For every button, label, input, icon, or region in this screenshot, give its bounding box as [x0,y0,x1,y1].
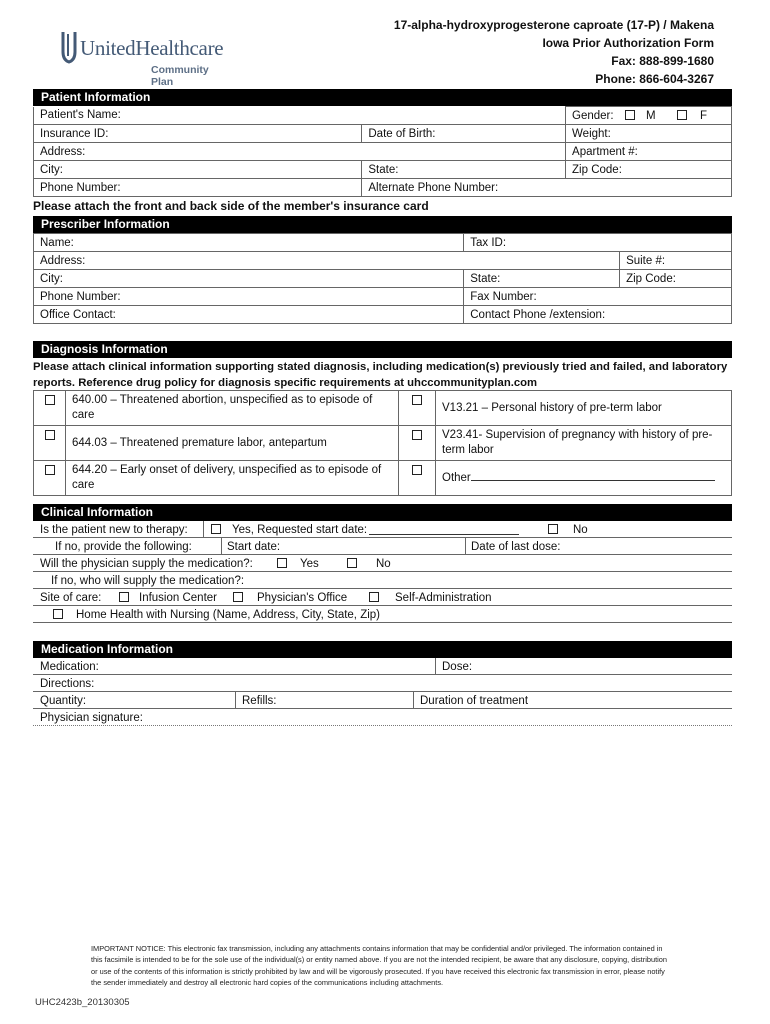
contact-phone-field[interactable]: Contact Phone /extension: [464,306,732,324]
phone-field[interactable]: Phone Number: [34,179,362,197]
supply-no-checkbox[interactable] [347,558,357,568]
last-dose-field[interactable]: Date of last dose: [471,541,561,553]
new-therapy-row [33,521,732,538]
brand-logo [60,26,230,88]
state-field[interactable]: State: [362,161,566,179]
medication-block [33,658,732,726]
apartment-field[interactable]: Apartment #: [566,143,732,161]
start-date-field[interactable]: Start date: [227,541,281,553]
insurance-id-field[interactable]: Insurance ID: [34,125,362,143]
supply-no-label: No [376,558,391,570]
new-therapy-yes-checkbox[interactable] [211,524,221,534]
dx-other-checkbox[interactable] [412,465,422,475]
gender-f-label: F [700,109,708,122]
prescriber-zip-field[interactable]: Zip Code: [620,270,732,288]
dx-other-cell [436,461,732,496]
dx-other-label: Other [442,471,471,484]
uhc-logo-icon [60,30,78,64]
site-of-care-label: Site of care: [40,592,102,604]
form-subtitle: Iowa Prior Authorization Form [542,36,714,50]
dx-644-03-checkbox-cell [34,426,66,461]
quantity-field[interactable]: Quantity: [40,695,87,707]
site-of-care-row [33,589,732,606]
prescriber-state-field[interactable]: State: [464,270,620,288]
form-header [294,16,714,88]
dx-v1321-label: V13.21 – Personal history of pre-term labor [436,391,732,426]
new-therapy-question: Is the patient new to therapy: [40,524,188,536]
home-health-row [33,606,732,623]
insurance-card-note: Please attach the front and back side of the member's insurance card [33,199,429,213]
dx-640-label: 640.00 – Threatened abortion, unspecified as to episode of care [66,391,399,426]
physician-signature-field[interactable]: Physician signature: [40,712,143,724]
duration-field[interactable]: Duration of treatment [420,695,529,707]
infusion-center-label: Infusion Center [139,592,217,604]
self-administration-checkbox[interactable] [369,592,379,602]
dob-field[interactable]: Date of Birth: [362,125,566,143]
gender-f-checkbox[interactable] [677,110,687,120]
dx-v1321-checkbox-cell [399,391,436,426]
dx-644-20-label: 644.20 – Early onset of delivery, unspecified as to episode of care [66,461,399,496]
physician-office-checkbox[interactable] [233,592,243,602]
dx-other-input[interactable] [471,471,715,481]
brand-name: UnitedHealthcare [80,36,224,60]
dx-v2341-checkbox[interactable] [412,430,422,440]
fax-number-field[interactable]: Fax Number: [464,288,732,306]
gender-field [566,107,732,125]
self-administration-label: Self-Administration [395,592,492,604]
patient-section-header: Patient Information [33,89,732,106]
dx-other-checkbox-cell [399,461,436,496]
physician-office-label: Physician's Office [257,592,348,604]
requested-start-date-input[interactable] [369,524,519,535]
prescriber-city-field[interactable]: City: [34,270,464,288]
alt-phone-field[interactable]: Alternate Phone Number: [362,179,732,197]
home-health-checkbox[interactable] [53,609,63,619]
directions-field[interactable]: Directions: [40,678,95,690]
dx-644-20-checkbox[interactable] [45,465,55,475]
clinical-block [33,521,732,627]
city-field[interactable]: City: [34,161,362,179]
dx-640-checkbox[interactable] [45,395,55,405]
prescriber-phone-field[interactable]: Phone Number: [34,288,464,306]
infusion-center-checkbox[interactable] [119,592,129,602]
medication-field[interactable]: Medication: [40,661,99,673]
new-therapy-no-label: No [573,524,588,536]
clinical-section-header: Clinical Information [33,504,732,521]
fax-number: Fax: 888-899-1680 [611,54,714,68]
brand-subtitle: Community Plan [151,64,209,88]
prescriber-section-header: Prescriber Information [33,216,732,233]
tax-id-field[interactable]: Tax ID: [464,234,732,252]
prescriber-address-field[interactable]: Address: [34,252,620,270]
form-id: UHC2423b_20130305 [35,997,130,1008]
dx-640-checkbox-cell [34,391,66,426]
form-title: 17-alpha-hydroxyprogesterone caproate (17-P) / Makena [393,18,714,32]
prescriber-name-field[interactable]: Name: [34,234,464,252]
dx-644-03-label: 644.03 – Threatened premature labor, antepartum [66,426,399,461]
directions-row [33,675,732,692]
medication-row [33,658,732,675]
who-supply-field[interactable]: If no, who will supply the medication?: [51,575,245,587]
confidentiality-notice: IMPORTANT NOTICE: This electronic fax transmission, including any attachments contains information that may be confidential and/or privileged. The information contained in this facsimile is intended to be for the sole use of the individual(s) or entity named above. If you are not the intended recipient, be aware that any disclosure, copying, distribution or use of the contents of this information is strictly prohibited by law and will be vigorously prosecuted. If you have received this electronic fax transmission in error, please notify the sender immediately and destroy all electronic hard copies of the communications including attachments. [91,944,667,988]
address-field[interactable]: Address: [34,143,566,161]
dose-field[interactable]: Dose: [442,661,473,673]
gender-m-label: M [646,109,656,122]
supply-question: Will the physician supply the medication?: [40,558,253,570]
signature-row [33,709,732,726]
supply-yes-label: Yes [300,558,319,570]
diagnosis-table [33,390,732,496]
dx-v2341-checkbox-cell [399,426,436,461]
gender-label: Gender: [572,109,614,122]
who-supply-row [33,572,732,589]
diagnosis-instructions: Please attach clinical information supporting stated diagnosis, including medication(s) previously tried and failed, and laboratory reports. Reference drug policy for diagnosis specific requirements at uhccommunityplan.com [33,361,728,389]
office-contact-field[interactable]: Office Contact: [34,306,464,324]
dx-644-03-checkbox[interactable] [45,430,55,440]
dx-v1321-checkbox[interactable] [412,395,422,405]
phone-number: Phone: 866-604-3267 [595,72,714,86]
home-health-label: Home Health with Nursing (Name, Address, City, State, Zip) [76,609,381,621]
dx-644-20-checkbox-cell [34,461,66,496]
diagnosis-section-header: Diagnosis Information [33,341,732,358]
weight-field[interactable]: Weight: [566,125,732,143]
patient-table [33,106,732,197]
if-no-label: If no, provide the following: [55,541,192,553]
supply-yes-checkbox[interactable] [277,558,287,568]
new-therapy-no-checkbox[interactable] [548,524,558,534]
patient-name-field[interactable]: Patient's Name: [34,107,566,125]
suite-field[interactable]: Suite #: [620,252,732,270]
refills-field[interactable]: Refills: [242,695,277,707]
prescriber-table [33,233,732,324]
dx-v2341-label: V23.41- Supervision of pregnancy with history of pre-term labor [436,426,732,461]
if-no-row [33,538,732,555]
quantity-row [33,692,732,709]
zip-field[interactable]: Zip Code: [566,161,732,179]
supply-row [33,555,732,572]
new-therapy-yes-label: Yes, Requested start date: [232,524,368,536]
gender-m-checkbox[interactable] [625,110,635,120]
medication-section-header: Medication Information [33,641,732,658]
